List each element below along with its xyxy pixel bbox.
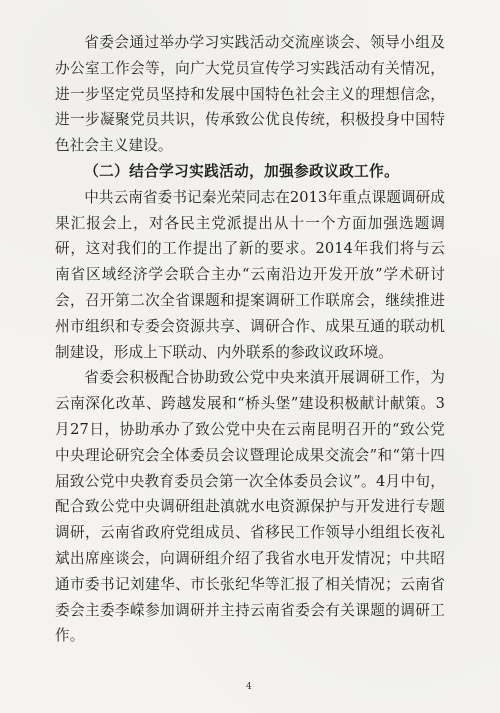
paragraph-3: 省委会积极配合协助致公党中央来滇开展调研工作，为云南深化改革、跨越发展和“桥头堡”建设积极献计献策。3月27日，协助承办了致公党中央在云南昆明召开的“致公党中央理论研究会全体委员会议暨理论成果交流会”和“第十四届致公党中央教育委员会第一次全体委员会议”。4月中旬，配合致公党中央调研组赴滇就水电资源保护与开发进行专题调研，云南省政府党组成员、省移民工作领导小组组长夜礼斌出席座谈会，向调研组介绍了我省水电开发情况；中共昭通市委书记刘建华、市长张纪华等汇报了相关情况；云南省委会主委李嵘参加调研并主持云南省委会有关课题的调研工作。 (55, 369, 445, 645)
document-body (55, 30, 445, 649)
section-heading: （二）结合学习实践活动，加强参政议政工作。 (84, 162, 400, 180)
page-number: 4 (246, 682, 252, 692)
paragraph-2: 中共云南省委书记秦光荣同志在2013年重点课题调研成果汇报会上，对各民主党派提出从十一个方面加强选题调研，这对我们的工作提出了新的要求。2014年我们将与云南省区域经济学会联合主办“云南沿边开发开放”学术研讨会，召开第二次全省课题和提案调研工作联席会，继续推进州市组织和专委会资源共享、调研合作、成果互通的联动机制建设，形成上下联动、内外联系的参政议政环境。 (55, 188, 445, 361)
paragraph-1: 省委会通过举办学习实践活动交流座谈会、领导小组及办公室工作会等，向广大党员宣传学习实践活动有关情况，进一步坚定党员坚持和发展中国特色社会主义的理想信念，进一步凝聚党员共识，传承致公优良传统，积极投身中国特色社会主义建设。 (55, 34, 445, 155)
